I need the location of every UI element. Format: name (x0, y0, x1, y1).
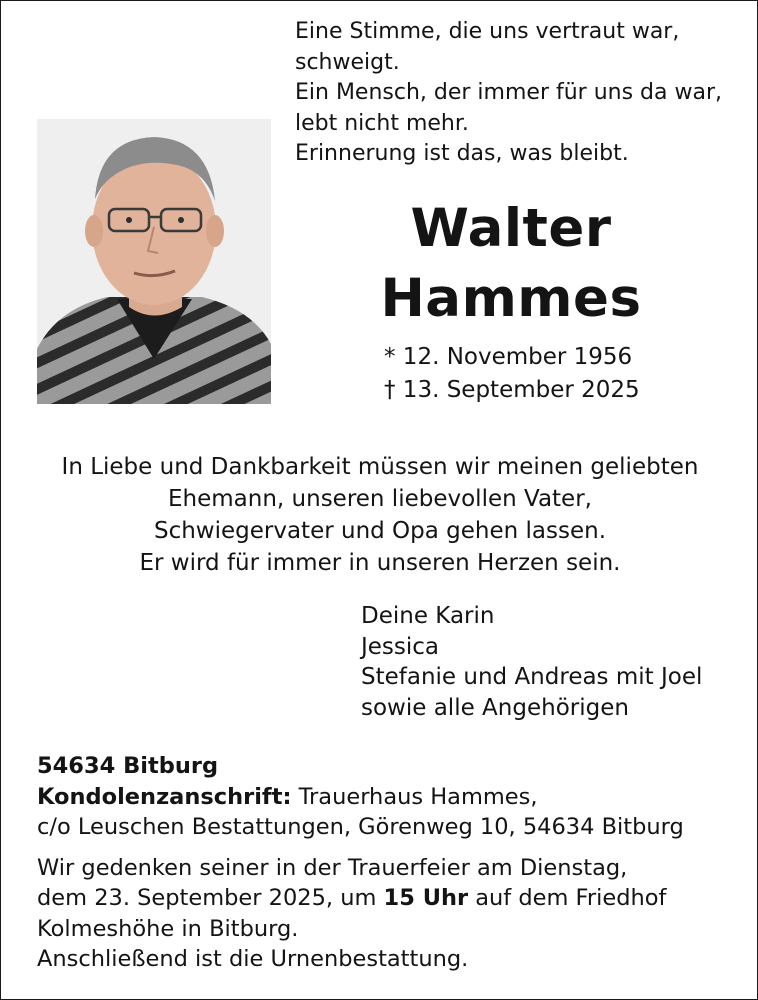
poem-line: lebt nicht mehr. (295, 110, 469, 136)
ceremony-line: Wir gedenken seiner in der Trauerfeier am Dienstag, (37, 854, 628, 881)
message-line: Er wird für immer in unseren Herzen sein. (139, 550, 621, 576)
urn-burial-note: Anschließend ist die Urnenbestattung. (37, 946, 469, 972)
ceremony-location: auf dem Friedhof (468, 885, 667, 911)
condolence-text: Trauerhaus Hammes, (291, 783, 538, 810)
deceased-first-name: Walter (410, 198, 612, 259)
life-dates (384, 341, 640, 407)
death-date: † 13. September 2025 (384, 377, 640, 403)
signature-line: Deine Karin (361, 603, 495, 629)
portrait-photo (37, 119, 271, 404)
message-line: Schwiegervater und Opa gehen lassen. (153, 518, 607, 544)
ceremony-time: 15 Uhr (383, 885, 469, 911)
message-line: Ehemann, unseren liebevollen Vater, (168, 486, 592, 512)
condolence-label: Kondolenzanschrift: (37, 783, 292, 810)
signature-line: sowie alle Angehörigen (361, 694, 629, 721)
poem-line: Erinnerung ist das, was bleibt. (295, 141, 629, 166)
place: 54634 Bitburg (37, 753, 219, 779)
condolence-address: c/o Leuschen Bestattungen, Görenweg 10, 54634 Bitburg (37, 814, 684, 840)
signature-line: Jessica (361, 633, 440, 660)
signatures (361, 601, 702, 723)
birth-date: * 12. November 1956 (384, 344, 633, 370)
ceremony-date: dem 23. September 2025, um (37, 885, 384, 911)
poem-line: Ein Mensch, der immer für uns da war, (295, 80, 723, 105)
ceremony-line: Kolmeshöhe in Bitburg. (37, 915, 299, 942)
funeral-info (37, 751, 737, 975)
signature-line: Stefanie und Andreas mit Joel (361, 664, 703, 690)
poem-line: Eine Stimme, die uns vertraut war, (295, 19, 680, 44)
deceased-last-name: Hammes (380, 268, 642, 329)
mourning-message (21, 451, 739, 579)
poem (295, 17, 745, 170)
poem-line: schweigt. (295, 49, 400, 75)
message-line: In Liebe und Dankbarkeit müssen wir meinen geliebten (61, 454, 699, 480)
